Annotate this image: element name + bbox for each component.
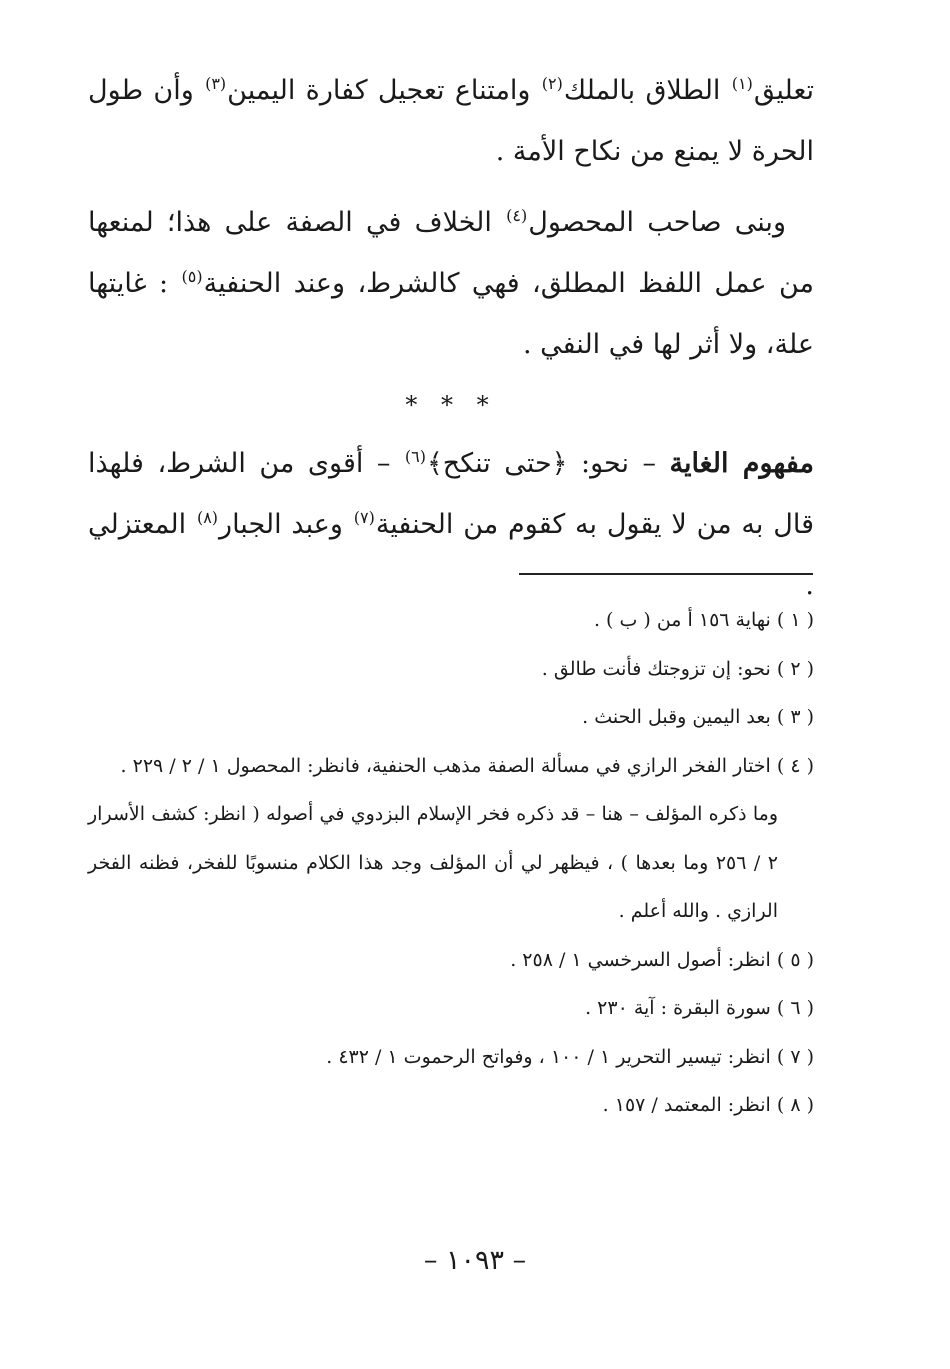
footnote-ref-2[interactable]: (٢) (541, 74, 563, 93)
text: وبنى صاحب المحصول (528, 207, 786, 238)
footnote-ref-7[interactable]: (٧) (353, 508, 375, 527)
main-text (88, 60, 814, 626)
footnotes (88, 596, 814, 1130)
page-number: – ١٠٩٣ – (423, 1245, 527, 1276)
footnote-3: ( ٣ ) بعد اليمين وقبل الحنث . (582, 706, 814, 728)
footnote-ref-1[interactable]: (١) (731, 74, 753, 93)
footnote-ref-5[interactable]: (٥) (181, 267, 203, 286)
section-separator: * * * (405, 391, 497, 419)
text: – نحو: ﴿حتى تنكح﴾ (426, 448, 670, 479)
footnote-6: ( ٦ ) سورة البقرة : آية ٢٣٠ . (585, 997, 814, 1019)
footnote-8: ( ٨ ) انظر: المعتمد / ١٥٧ . (602, 1094, 814, 1116)
footnote-1: ( ١ ) نهاية ١٥٦ أ من ( ب ) . (593, 609, 814, 631)
footnote-ref-3[interactable]: (٣) (205, 74, 227, 93)
text: – أقوى من الشرط، فلهذا قال به من لا يقول به كقوم من الحنفية (88, 448, 814, 540)
section-heading: مفهوم الغاية (669, 448, 814, 479)
paragraph-1 (88, 60, 814, 182)
text: وأن طول الحرة لا يمنع من نكاح الأمة . (88, 75, 814, 167)
paragraph-3 (88, 433, 814, 616)
paragraph-2 (88, 192, 814, 375)
text: وعبد الجبار (219, 509, 353, 540)
footnote-4: ( ٤ ) اختار الفخر الرازي في مسألة الصفة مذهب الحنفية، فانظر: المحصول ١ / ٢ / ٢٢٩ . (120, 754, 814, 777)
text: : غايتها علة، ولا أثر لها في النفي . (88, 268, 814, 360)
footnote-5: ( ٥ ) انظر: أصول السرخسي ١ / ٢٥٨ . (510, 948, 814, 971)
text: الطلاق بالملك (563, 75, 731, 106)
text: تعليق (753, 75, 814, 106)
footnote-ref-8[interactable]: (٨) (196, 508, 219, 527)
footnote-4-continuation: وما ذكره المؤلف – هنا – قد ذكره فخر الإسلام البزدوي في أصوله ( انظر: كشف الأسرار ٢ / ٢٥٦ وما بعدها ) ، فيظهر لي أن المؤلف وجد هذا الكلام منسوبًا للفخر، فظنه الفخر الرازي . والله أعلم . (88, 803, 778, 922)
footnote-divider (519, 573, 813, 575)
text: الخلاف في الصفة على هذا؛ لمنعها من عمل اللفظ المطلق، فهي كالشرط، وعند الحنفية (88, 207, 814, 299)
footnote-ref-6[interactable]: (٦) (404, 447, 426, 466)
text: وامتناع تعجيل كفارة اليمين (227, 75, 541, 106)
text: المعتزلي . (88, 509, 814, 601)
footnote-2: ( ٢ ) نحو: إن تزوجتك فأنت طالق . (541, 657, 814, 680)
footnote-7: ( ٧ ) انظر: تيسير التحرير ١ / ١٠٠ ، وفواتح الرحموت ١ / ٤٣٢ . (326, 1045, 814, 1068)
footnote-ref-4[interactable]: (٤) (506, 206, 528, 225)
